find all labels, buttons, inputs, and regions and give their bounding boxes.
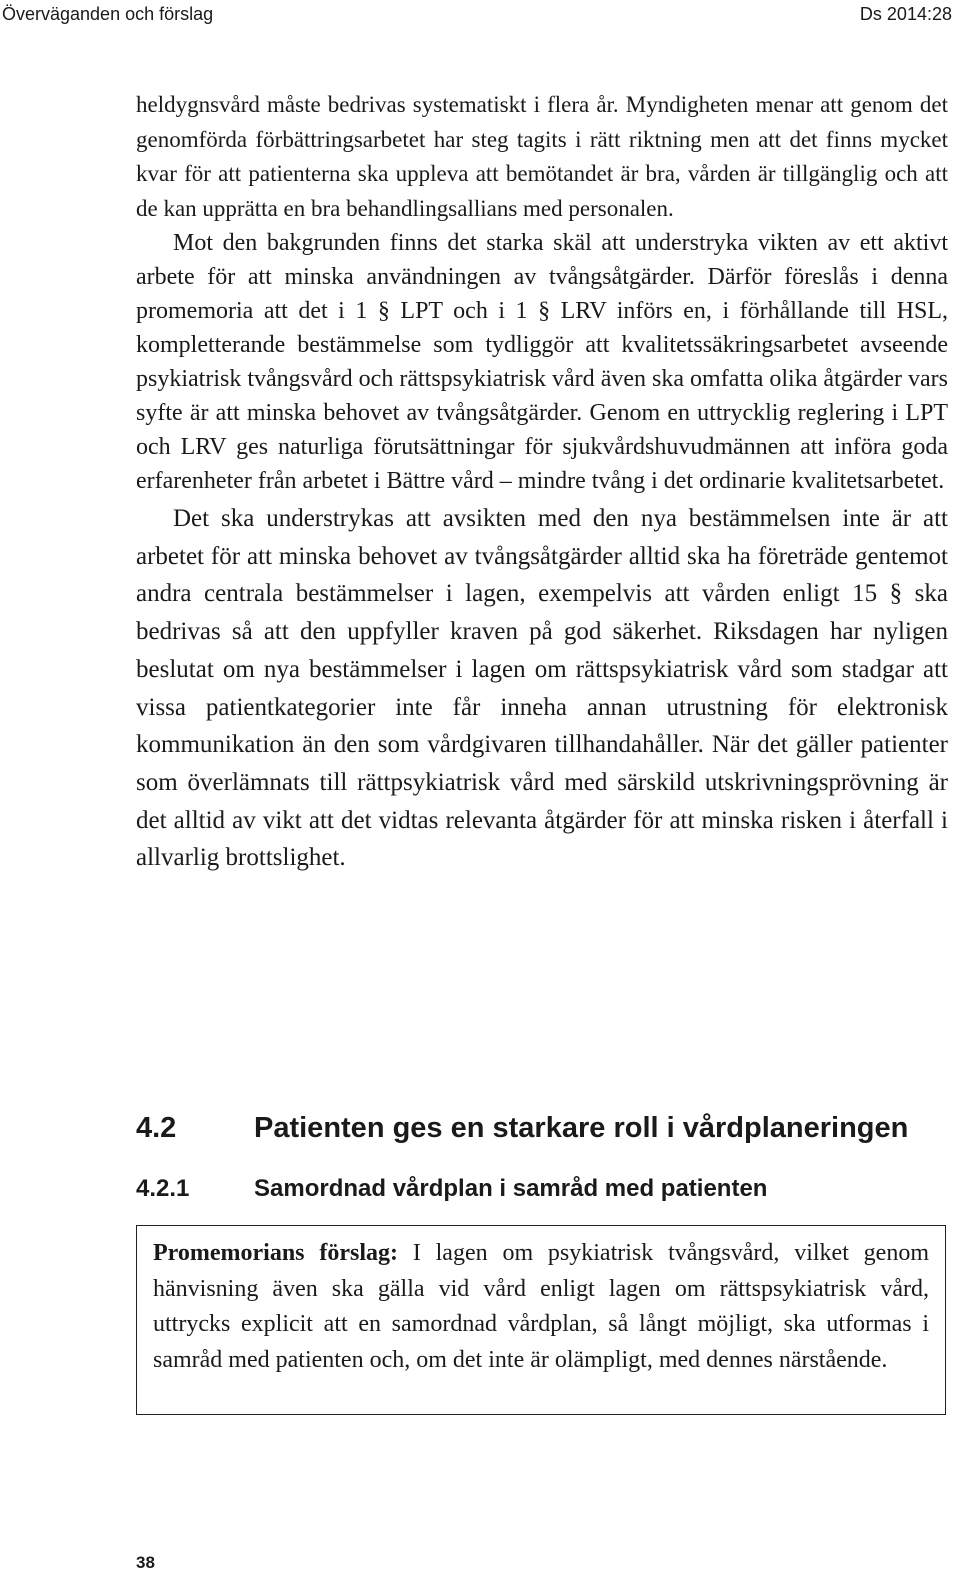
subsection-title: Samordnad vårdplan i samråd med patienten [254, 1175, 768, 1202]
section-heading [136, 1112, 908, 1145]
proposal-body: I lagen om psykiatrisk tvångsvård, vilket genom hänvisning även ska gälla vid vård enligt lagen om rättspsykiatrisk vård, uttrycks explicit att en samordnad vårdplan, så långt möjligt, ska utformas i samråd med patienten och, om det inte är olämpligt, med dennes närstående. [153, 1240, 930, 1373]
subsection-number: 4.2.1 [136, 1175, 190, 1202]
running-header [0, 0, 960, 30]
proposal-label: Promemorians förslag: [153, 1240, 398, 1266]
section-number: 4.2 [136, 1112, 177, 1144]
paragraph-1: heldygnsvård måste bedrivas systematiskt i flera år. Myndigheten menar att genom det genomförda förbättringsarbetet har steg tagits i rätt riktning men att det finns mycket kvar för att patienterna ska uppleva att bemötandet är bra, vården är tillgänglig och att de kan upprätta en bra behandlingsallians med personalen. [136, 92, 948, 221]
section-title: Patienten ges en starkare roll i vårdplaneringen [254, 1112, 909, 1144]
body-text [136, 88, 948, 877]
paragraph-3: Det ska understrykas att avsikten med den nya bestämmelsen inte är att arbetet för att minska behovet av tvångsåtgärder alltid ska ha företräde gentemot andra centrala bestämmelser i lagen, exempelvis att vården enligt 15 § ska bedrivas så att den uppfyller kraven på god säkerhet. Riksdagen har nyligen beslutat om nya bestämmelser i lagen om rättspsykiatrisk vård som stadgar att vissa patientkategorier inte får inneha annan utrustning för elektronisk kommunikation än den som vårdgivaren tillhandahåller. När det gäller patienter som överlämnats till rättpsykiatrisk vård med särskild utskrivningsprövning är det alltid av vikt att det vidtas relevanta åtgärder för att minska risken i återfall i allvarlig brottslighet. [136, 505, 948, 872]
header-document-id: Ds 2014:28 [859, 4, 952, 24]
proposal-box [136, 1225, 946, 1415]
paragraph-2: Mot den bakgrunden finns det starka skäl att understryka vikten av ett aktivt arbete för att minska användningen av tvångsåtgärder. Därför föreslås i denna promemoria att det i 1 § LPT och i 1 § LRV införs en, i förhållande till HSL, kompletterande bestämmelse som tydliggör att kvalitetssäkringsarbetet avseende psykiatrisk tvångsvård och rättspsykiatrisk vård även ska omfatta olika åtgärder vars syfte är att minska behovet av tvångsåtgärder. Genom en uttrycklig reglering i LPT och LRV ges naturliga förutsättningar för sjukvårdshuvudmännen att införa goda erfarenheter från arbetet i Bättre vård – mindre tvång i det ordinarie kvalitetsarbetet. [136, 230, 948, 494]
subsection-heading [136, 1175, 767, 1203]
header-chapter-title: Överväganden och förslag [2, 4, 214, 24]
proposal-text [153, 1236, 929, 1378]
page-number: 38 [136, 1553, 155, 1572]
